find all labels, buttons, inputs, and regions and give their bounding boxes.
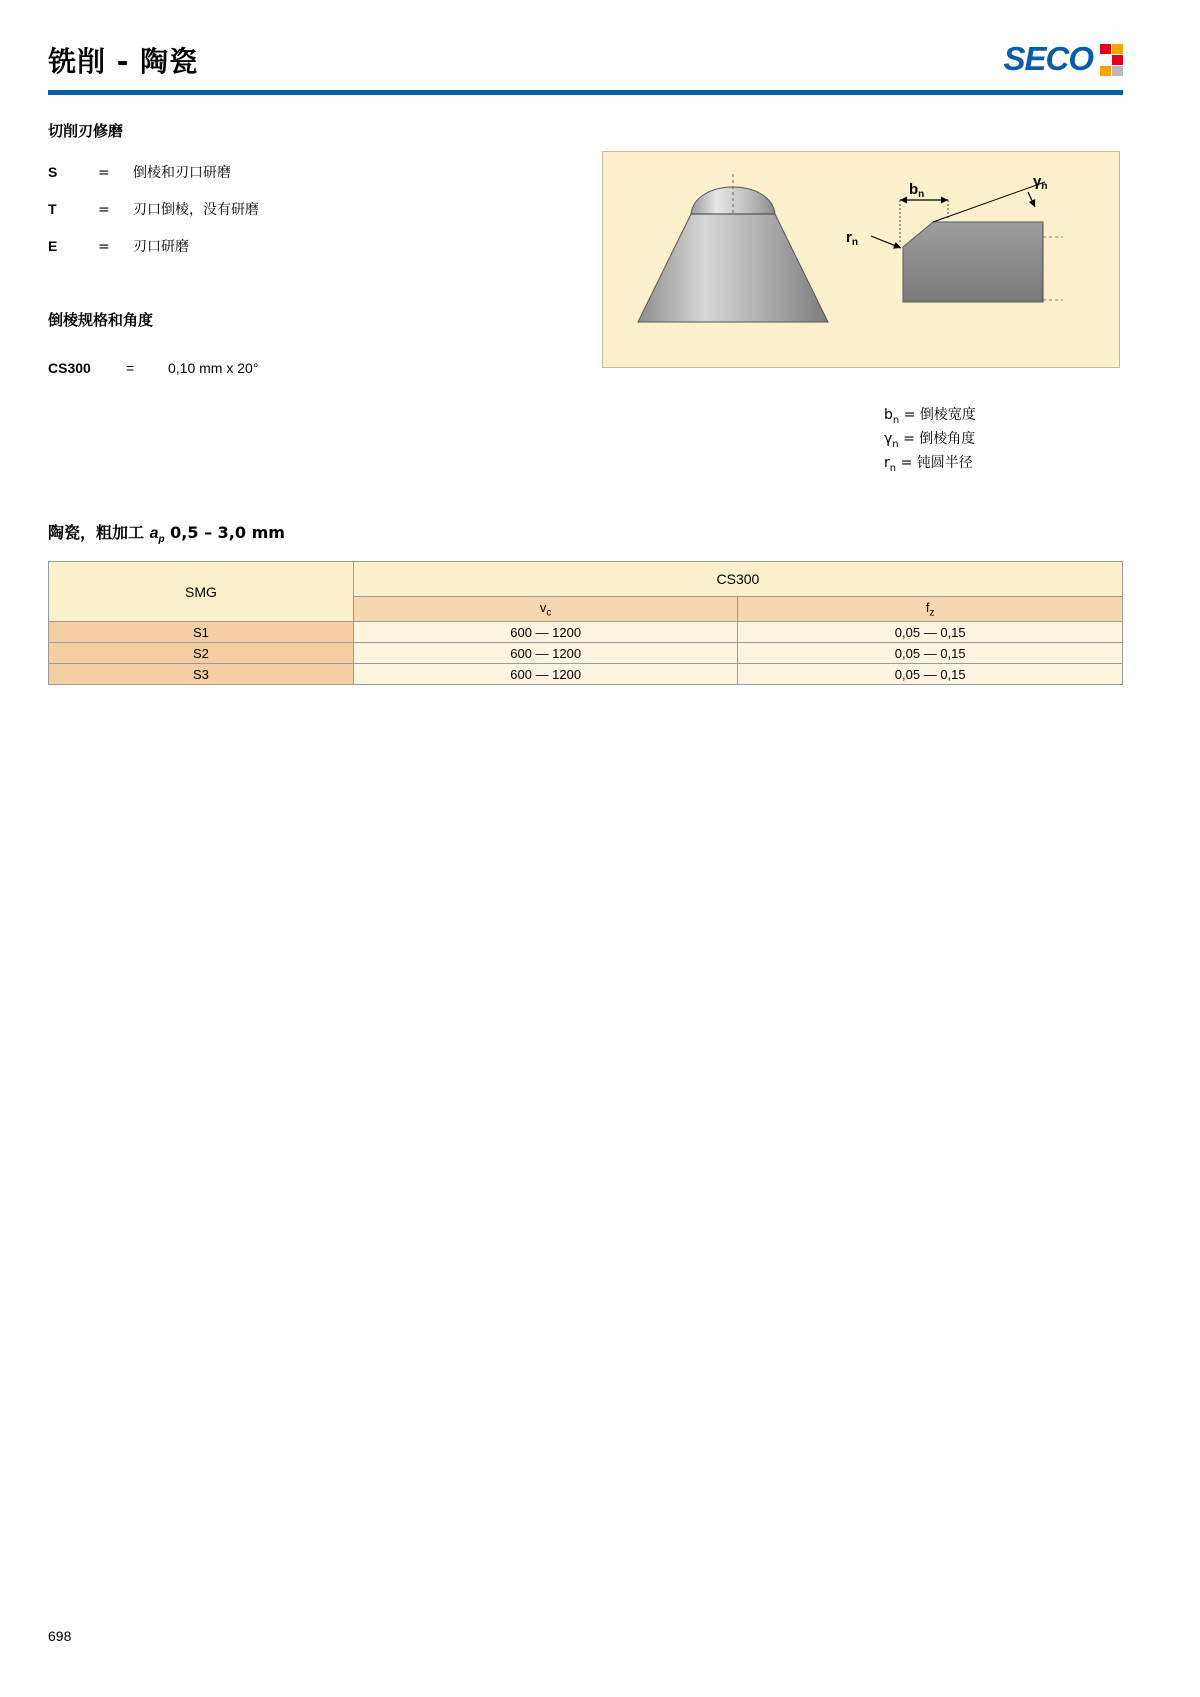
logo-square-1: [1100, 44, 1111, 54]
table-cell-fz: 0,05 — 0,15: [738, 664, 1123, 685]
seco-logo: [1003, 40, 1123, 78]
chamfer-eq-cs300: =: [126, 360, 135, 376]
table-cell-vc: 600 — 1200: [353, 622, 738, 643]
table-cell-smg: S2: [49, 643, 354, 664]
table-row: [49, 622, 1123, 643]
table-cell-fz: 0,05 — 0,15: [738, 622, 1123, 643]
page-header: [48, 30, 1123, 92]
logo-square-4: [1112, 55, 1123, 65]
figure-caption-bn: [884, 404, 976, 426]
legend-eq-t: =: [98, 202, 110, 218]
table-header-fz: [738, 597, 1123, 622]
legend-value-s: 倒棱和刃口研磨: [133, 165, 231, 181]
chamfer-spec-title: 倒棱规格和角度: [48, 311, 154, 329]
table-header-grade: CS300: [353, 562, 1122, 597]
legend-value-e: 刃口研磨: [133, 239, 189, 255]
edge-prep-title: 切削刃修磨: [48, 122, 124, 140]
figure-caption-gamma-sub: n: [892, 438, 899, 450]
logo-square-5: [1100, 66, 1111, 76]
legend-row-s: [48, 162, 231, 182]
figure-caption-rn-sub: n: [889, 462, 897, 474]
legend-key-t: T: [48, 201, 57, 217]
seco-logo-squares: [1100, 44, 1123, 76]
table-row: [49, 664, 1123, 685]
legend-value-t: 刃口倒棱，没有研磨: [133, 202, 259, 218]
chamfer-row-cs300: [48, 360, 258, 376]
seco-logo-text: SECO: [1003, 40, 1093, 77]
page-number: 698: [48, 1628, 72, 1644]
table-title-ap: a: [149, 525, 159, 542]
legend-row-e: [48, 236, 189, 256]
edge-geometry-drawing: [603, 152, 1119, 367]
figure-caption-bn-symbol: b: [884, 407, 893, 423]
figure-caption-rn-symbol: r: [884, 455, 890, 471]
table-cell-smg: S1: [49, 622, 354, 643]
table-header-fz-symbol: f: [925, 599, 930, 615]
figure-caption-bn-text: = 倒棱宽度: [903, 407, 976, 423]
table-cell-vc: 600 — 1200: [353, 664, 738, 685]
legend-key-s: S: [48, 164, 58, 180]
figure-caption-bn-sub: n: [892, 414, 900, 426]
logo-square-2: [1112, 44, 1123, 54]
table-row: [49, 643, 1123, 664]
table-header-row-grade: [49, 562, 1123, 597]
legend-row-t: [48, 199, 259, 219]
table-cell-smg: S3: [49, 664, 354, 685]
table-header-smg: SMG: [49, 562, 354, 622]
legend-eq-e: =: [98, 239, 110, 255]
table-header-vc-symbol: v: [539, 599, 547, 615]
table-title-suffix: 0,5 – 3,0 mm: [164, 523, 285, 542]
table-header-vc: [353, 597, 738, 622]
figure-caption-gamma-text: = 倒棱角度: [903, 431, 976, 447]
table-title-prefix: 陶瓷，粗加工: [48, 523, 150, 542]
figure-caption-gamma-symbol: γ: [884, 431, 893, 447]
chamfer-detail: [846, 173, 1063, 302]
table-title-ap-sub: p: [158, 534, 165, 546]
figure-caption-rn: [884, 452, 973, 474]
header-divider: [48, 90, 1123, 95]
logo-square-3: [1100, 55, 1111, 65]
figure-caption-rn-text: = 钝圆半径: [900, 455, 973, 471]
table-header-fz-sub: z: [929, 607, 935, 619]
legend-eq-s: =: [98, 165, 110, 181]
chamfer-value-cs300: 0,10 mm x 20°: [168, 360, 259, 376]
figure-caption-gamma: [884, 428, 975, 450]
data-table-title: [48, 520, 285, 545]
insert-cross-section: [638, 174, 828, 322]
cutting-data-table: [48, 561, 1123, 685]
label-gamma-n: $\gamma_n$: [1033, 173, 1048, 192]
legend-key-e: E: [48, 238, 58, 254]
table-cell-fz: 0,05 — 0,15: [738, 643, 1123, 664]
page-title: 铣削 - 陶瓷: [48, 45, 199, 78]
chamfer-key-cs300: CS300: [48, 360, 91, 376]
table-header-vc-sub: c: [546, 607, 552, 619]
edge-geometry-figure: [602, 151, 1120, 368]
table-cell-vc: 600 — 1200: [353, 643, 738, 664]
label-rn: $r_n$: [846, 229, 858, 248]
label-bn: $b_n$: [909, 181, 925, 200]
logo-square-6: [1112, 66, 1123, 76]
